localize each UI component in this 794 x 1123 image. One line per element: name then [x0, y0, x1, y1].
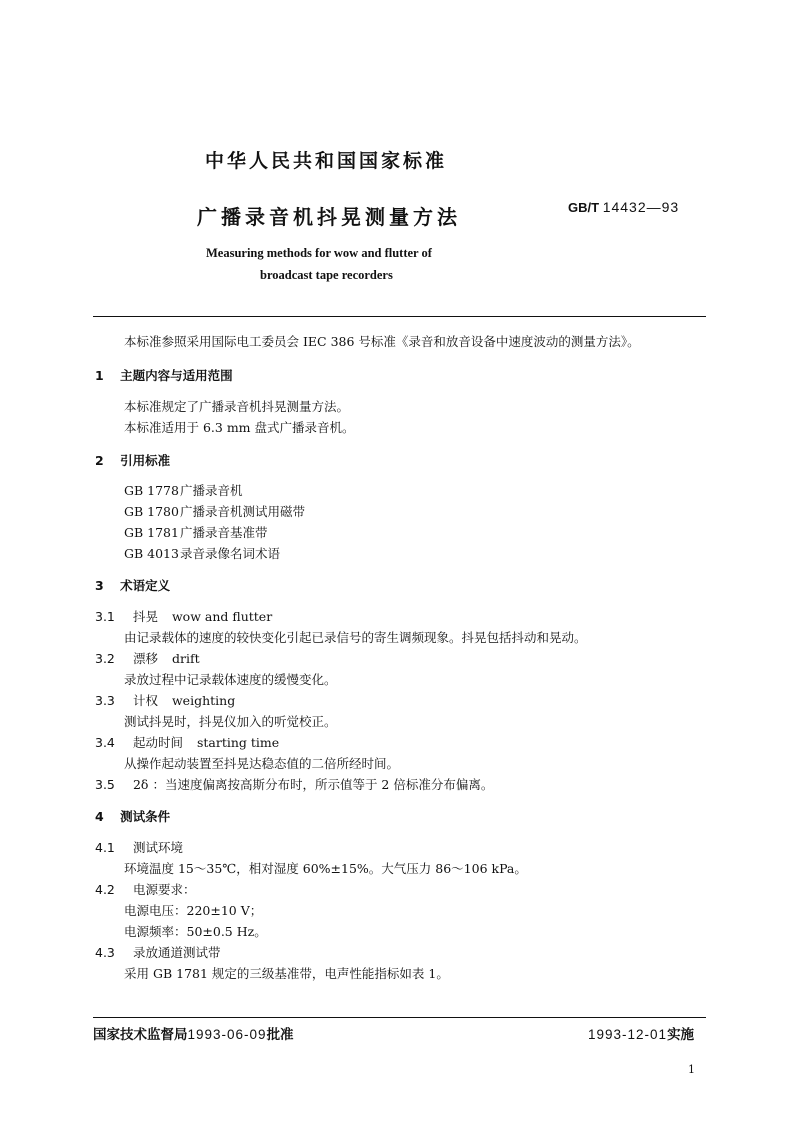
term-3-5	[95, 775, 493, 793]
footer-divider	[93, 1017, 706, 1018]
section-2-heading	[95, 451, 170, 469]
section-2-number: 2	[95, 453, 104, 468]
standard-code	[568, 199, 679, 215]
subsection-number: 4.3	[95, 945, 115, 960]
term-number: 3.5	[95, 777, 115, 792]
term-english: wow and flutter	[171, 609, 273, 624]
section-1-paragraph-2: 本标准适用于 6.3 mm 盘式广播录音机。	[124, 420, 355, 435]
subsection-title: 录放通道测试带	[132, 945, 221, 960]
subsection-title: 电源要求：	[132, 882, 196, 897]
subsection-number: 4.2	[95, 882, 115, 897]
term-english: drift	[171, 651, 200, 666]
subsection-title: 测试环境	[132, 840, 183, 855]
standard-title-en-line2: broadcast tape recorders	[260, 268, 393, 282]
section-1-heading	[95, 366, 233, 384]
reference-code: GB 1780	[124, 504, 179, 519]
approval-line	[93, 1023, 294, 1043]
term-number: 3.2	[95, 651, 115, 666]
term-3-4	[95, 733, 279, 751]
subsection-line: 采用 GB 1781 规定的三级基准带，电声性能指标如表 1。	[124, 966, 449, 981]
national-standard-heading: 中华人民共和国国家标准	[205, 150, 448, 172]
intro-paragraph: 本标准参照采用国际电工委员会 IEC 386 号标准《录音和放音设备中速度波动的测量方法》。	[124, 334, 640, 349]
term-number: 3.1	[95, 609, 115, 624]
subsection-4-1	[95, 838, 183, 856]
term-3-1	[95, 607, 272, 625]
term-definition: 从操作起动装置至抖晃达稳态值的二倍所经时间。	[124, 756, 400, 771]
page-number: 1	[688, 1063, 695, 1076]
term-name: 漂移	[132, 651, 158, 666]
subsection-number: 4.1	[95, 840, 115, 855]
term-number: 3.4	[95, 735, 115, 750]
term-definition: 录放过程中记录载体速度的缓慢变化。	[124, 672, 337, 687]
reference-code: GB 4013	[124, 546, 179, 561]
effective-label: 实施	[667, 1027, 695, 1043]
term-name: 2δ	[132, 777, 149, 792]
reference-name: 广播录音机	[179, 483, 243, 498]
section-2-title: 引用标准	[120, 453, 171, 468]
section-4-number: 4	[95, 809, 104, 824]
reference-code: GB 1778	[124, 483, 179, 498]
reference-name: 广播录音基准带	[179, 525, 268, 540]
subsection-line: 环境温度 15～35℃，相对湿度 60%±15%。大气压力 86～106 kPa。	[124, 861, 527, 876]
standard-title-en-line1: Measuring methods for wow and flutter of	[206, 246, 432, 260]
term-english: starting time	[196, 735, 280, 750]
reference-name: 广播录音机测试用磁带	[179, 504, 305, 519]
term-definition: 由记录载体的速度的较快变化引起已录信号的寄生调频现象。抖晃包括抖动和晃动。	[124, 630, 587, 645]
approval-org: 国家技术监督局	[93, 1027, 188, 1043]
term-english: weighting	[171, 693, 236, 708]
reference-item	[124, 502, 305, 520]
effective-date: 1993-12-01	[588, 1027, 668, 1042]
section-1-number: 1	[95, 368, 104, 383]
subsection-line: 电源频率：50±0.5 Hz。	[124, 924, 267, 939]
standard-title-cn: 广播录音机抖晃测量方法	[197, 205, 461, 229]
term-definition: ：当速度偏离按高斯分布时，所示值等于 2 倍标准分布偏离。	[152, 777, 494, 792]
term-name: 起动时间	[132, 735, 183, 750]
section-3-title: 术语定义	[120, 578, 171, 593]
section-4-heading	[95, 807, 170, 825]
term-3-2	[95, 649, 200, 667]
standard-code-prefix: GB/T	[568, 200, 600, 215]
subsection-4-2	[95, 880, 196, 898]
section-1-paragraph-1: 本标准规定了广播录音机抖晃测量方法。	[124, 399, 350, 414]
term-3-3	[95, 691, 235, 709]
effective-line	[588, 1023, 694, 1043]
reference-name: 录音录像名词术语	[179, 546, 280, 561]
header-divider	[93, 316, 706, 317]
term-number: 3.3	[95, 693, 115, 708]
subsection-4-3	[95, 943, 221, 961]
reference-code: GB 1781	[124, 525, 179, 540]
section-4-title: 测试条件	[120, 809, 171, 824]
standard-code-number: 14432—93	[602, 199, 680, 215]
section-3-heading	[95, 576, 170, 594]
reference-item	[124, 481, 243, 499]
term-name: 计权	[132, 693, 158, 708]
section-1-title: 主题内容与适用范围	[120, 368, 233, 383]
approval-label: 批准	[266, 1027, 294, 1043]
reference-item	[124, 544, 280, 562]
term-definition: 测试抖晃时，抖晃仪加入的听觉校正。	[124, 714, 337, 729]
reference-item	[124, 523, 268, 541]
term-name: 抖晃	[132, 609, 158, 624]
subsection-line: 电源电压：220±10 V；	[124, 903, 263, 918]
section-3-number: 3	[95, 578, 104, 593]
approval-date: 1993-06-09	[187, 1027, 267, 1042]
